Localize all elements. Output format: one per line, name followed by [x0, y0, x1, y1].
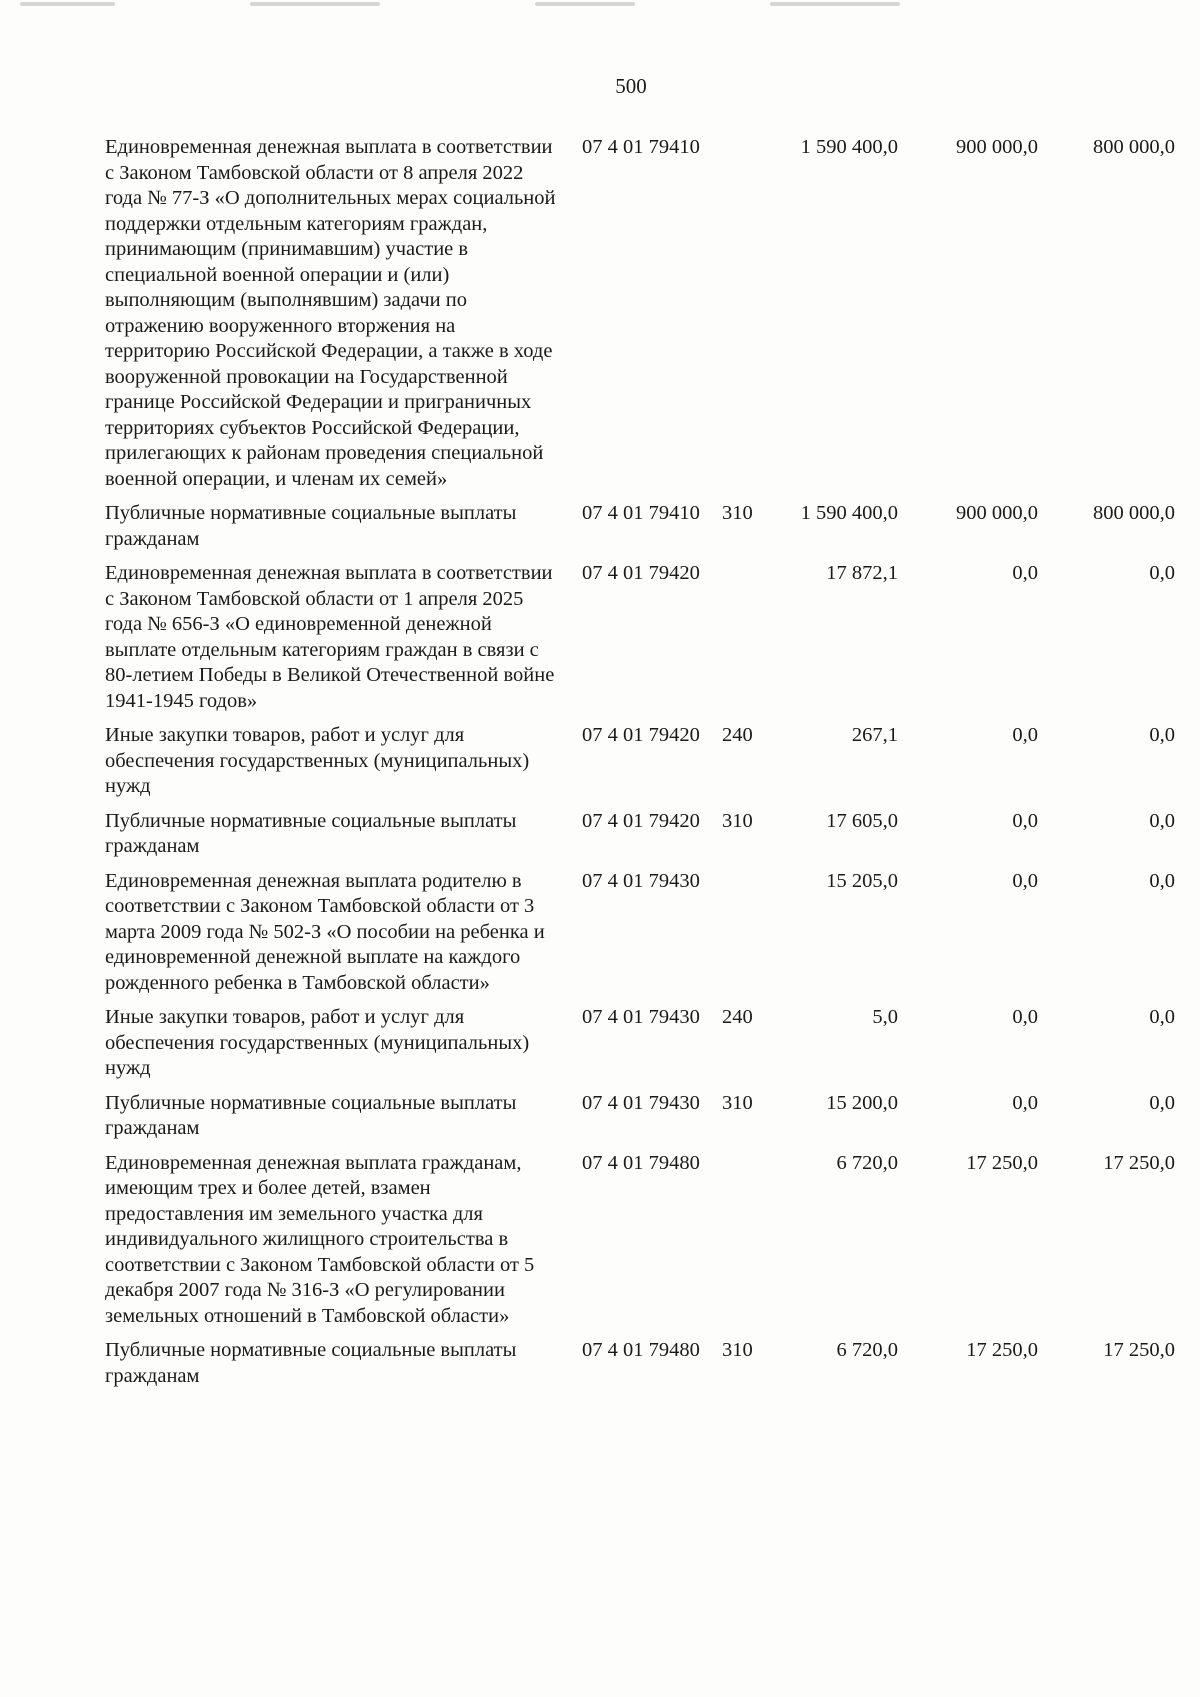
row-amount-year-1: 5,0: [872, 1006, 898, 1028]
row-target-code: 07 4 01 79430: [582, 1091, 700, 1114]
row-name: Иные закупки товаров, работ и услуг для обеспечения государственных (муниципальных) нужд: [105, 1006, 530, 1079]
scan-header-marks: [0, 0, 1200, 10]
row-expense-type: [718, 135, 768, 501]
row-name: Публичные нормативные социальные выплаты гражданам: [105, 1091, 517, 1139]
row-amount-year-2: 17 250,0: [966, 1151, 1038, 1174]
row-target-code: 07 4 01 79410: [582, 502, 700, 524]
table-row: [105, 1005, 1175, 1091]
row-amount-year-1: 6 720,0: [836, 1339, 898, 1361]
table-row: [105, 1338, 1175, 1398]
row-expense-type: 310: [722, 1339, 753, 1361]
row-target-code: 07 4 01 79410: [582, 136, 700, 158]
row-amount-year-3: 0,0: [1149, 809, 1175, 832]
row-amount-year-1: 15 200,0: [826, 1091, 898, 1114]
row-amount-year-1: 15 205,0: [826, 869, 898, 892]
row-name: Единовременная денежная выплата в соответствии с Законом Тамбовской области от 8 апреля 2022 года № 77-З «О дополнительных мерах социальной поддержки отдельным категориям граждан, принимающим (принимавшим) участие в специальной военной операции и (или) выполняющим (выполнявшим) задачи по отражению вооруженного вторжения на территорию Российской Федерации, а также в ходе вооруженной провокации на Государственной границе Российской Федерации и приграничных территориях субъектов Российской Федерации, прилегающих к районам проведения специальной военной операции, и членам их семей»: [105, 136, 556, 490]
row-amount-year-2: 17 250,0: [966, 1339, 1038, 1361]
row-name: Иные закупки товаров, работ и услуг для обеспечения государственных (муниципальных) нужд: [105, 724, 530, 797]
row-expense-type: 240: [722, 724, 753, 746]
row-expense-type: [718, 869, 768, 1006]
row-amount-year-3: 0,0: [1149, 562, 1175, 584]
table-row: [105, 1151, 1175, 1339]
table-row: [105, 561, 1175, 723]
row-name: Публичные нормативные социальные выплаты гражданам: [105, 1339, 517, 1387]
row-name: Единовременная денежная выплата в соответствии с Законом Тамбовской области от 1 апреля 2025 года № 656-З «О единовременной денежной выплате отдельным категориям граждан в связи с 80-летием Победы в Великой Отечественной войне 1941-1945 годов»: [105, 562, 555, 712]
row-amount-year-3: 17 250,0: [1103, 1151, 1175, 1174]
row-amount-year-2: 0,0: [1012, 809, 1038, 832]
budget-table: [105, 135, 1175, 1398]
row-target-code: 07 4 01 79480: [582, 1151, 700, 1174]
budget-table-body: [105, 135, 1175, 1398]
row-expense-type: [718, 1151, 768, 1339]
row-amount-year-3: 0,0: [1149, 724, 1175, 746]
row-expense-type: 310: [722, 1091, 753, 1114]
row-amount-year-3: 17 250,0: [1103, 1339, 1175, 1361]
row-expense-type: 310: [722, 502, 753, 524]
row-amount-year-1: 17 872,1: [826, 562, 898, 584]
row-target-code: 07 4 01 79480: [582, 1339, 700, 1361]
row-target-code: 07 4 01 79420: [582, 562, 700, 584]
table-row: [105, 135, 1175, 501]
row-amount-year-3: 800 000,0: [1093, 136, 1175, 158]
row-amount-year-2: 0,0: [1012, 562, 1038, 584]
row-amount-year-1: 1 590 400,0: [800, 502, 898, 524]
row-name: Публичные нормативные социальные выплаты гражданам: [105, 502, 517, 550]
row-amount-year-3: 0,0: [1149, 1006, 1175, 1028]
row-target-code: 07 4 01 79420: [582, 809, 700, 832]
row-name: Единовременная денежная выплата родителю в соответствии с Законом Тамбовской области от 3 марта 2009 года № 502-З «О пособии на ребенка и единовременной денежной выплате на каждого рожденного ребенка в Тамбовской области»: [105, 869, 545, 994]
row-amount-year-3: 800 000,0: [1093, 502, 1175, 524]
page-number: 500: [615, 74, 647, 98]
row-name: Единовременная денежная выплата гражданам, имеющим трех и более детей, взамен предоставления им земельного участка для индивидуального жилищного строительства в соответствии с Законом Тамбовской области от 5 декабря 2007 года № 316-З «О регулировании земельных отношений в Тамбовской области»: [105, 1151, 535, 1327]
row-expense-type: [718, 561, 768, 723]
row-target-code: 07 4 01 79430: [582, 869, 700, 892]
row-amount-year-3: 0,0: [1149, 869, 1175, 892]
row-amount-year-3: 0,0: [1149, 1091, 1175, 1114]
table-row: [105, 1091, 1175, 1151]
row-amount-year-2: 900 000,0: [956, 502, 1038, 524]
row-amount-year-2: 0,0: [1012, 724, 1038, 746]
row-target-code: 07 4 01 79420: [582, 724, 700, 746]
row-amount-year-1: 1 590 400,0: [800, 136, 898, 158]
table-row: [105, 501, 1175, 561]
row-name: Публичные нормативные социальные выплаты гражданам: [105, 809, 517, 857]
table-row: [105, 869, 1175, 1006]
row-amount-year-2: 0,0: [1012, 869, 1038, 892]
row-amount-year-1: 6 720,0: [836, 1151, 898, 1174]
table-row: [105, 809, 1175, 869]
row-amount-year-1: 17 605,0: [826, 809, 898, 832]
table-row: [105, 723, 1175, 809]
row-amount-year-2: 900 000,0: [956, 136, 1038, 158]
row-amount-year-2: 0,0: [1012, 1006, 1038, 1028]
row-expense-type: 240: [722, 1006, 753, 1028]
row-amount-year-1: 267,1: [851, 724, 898, 746]
row-amount-year-2: 0,0: [1012, 1091, 1038, 1114]
row-expense-type: 310: [722, 809, 753, 832]
row-target-code: 07 4 01 79430: [582, 1006, 700, 1028]
